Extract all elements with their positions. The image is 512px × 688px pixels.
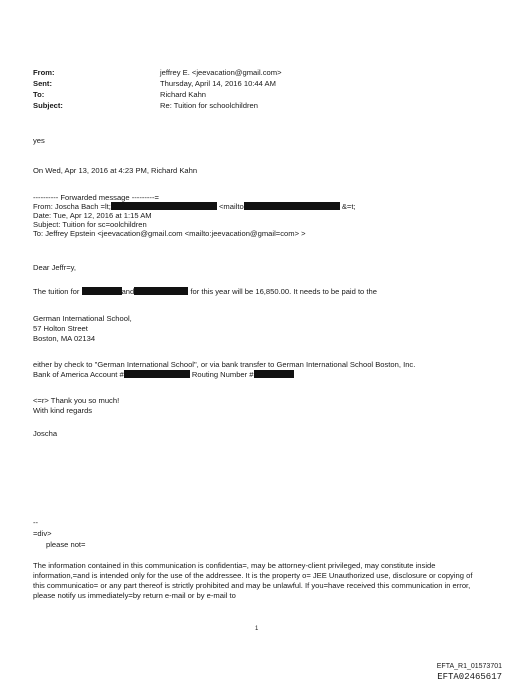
- bank-line: [33, 370, 294, 380]
- payment-line: either by check to "German International School", or via bank transfer to German International School Boston, Inc.: [33, 360, 416, 369]
- redaction-block: [244, 202, 340, 210]
- forwarded-from-mailto: <mailto: [219, 202, 244, 211]
- greeting: Dear Jeffr=y,: [33, 263, 76, 272]
- signature-dashes: --: [33, 518, 39, 527]
- school-street: 57 Holton Street: [33, 324, 88, 333]
- on-wrote-line: On Wed, Apr 13, 2016 at 4:23 PM, Richard Kahn: [33, 166, 198, 175]
- tuition-text-a: The tuition for: [33, 287, 80, 296]
- bank-account-label: Bank of America Account #: [33, 370, 124, 379]
- redaction-block: [82, 287, 122, 295]
- please-note-text: please not=: [46, 540, 86, 549]
- tuition-text-b: and: [121, 287, 135, 296]
- redaction-block: [124, 370, 190, 378]
- to-label: To:: [33, 90, 45, 99]
- sent-label: Sent:: [33, 79, 52, 88]
- bates-number-primary: EFTA_R1_01573701: [436, 663, 502, 670]
- forwarded-subject: Subject: Tuition for sc=oolchildren: [33, 220, 147, 229]
- school-name: German International School,: [33, 314, 132, 323]
- tuition-line: [33, 287, 377, 297]
- from-label: From:: [33, 68, 55, 77]
- to-value: Richard Kahn: [160, 90, 207, 99]
- tuition-text-c: for this year will be 16,850.00. It needs to be paid to the: [190, 287, 377, 296]
- subject-value: Re: Tuition for schoolchildren: [160, 101, 258, 110]
- redaction-block: [254, 370, 294, 378]
- signature: Joscha: [33, 429, 58, 438]
- bates-number-secondary: EFTA02465617: [437, 672, 502, 682]
- redaction-block: [111, 202, 217, 210]
- routing-label: Routing Number #: [191, 370, 254, 379]
- forwarded-from-suffix: &=t;: [341, 202, 356, 211]
- div-tag-text: =div>: [33, 529, 52, 538]
- forwarded-date: Date: Tue, Apr 12, 2016 at 1:15 AM: [33, 211, 152, 220]
- from-value: jeffrey E. <jeevacation@gmail.com>: [160, 68, 282, 77]
- sent-value: Thursday, April 14, 2016 10:44 AM: [160, 79, 276, 88]
- page-number: 1: [255, 626, 259, 632]
- forwarded-separator: ---------- Forwarded message ---------=: [33, 193, 159, 202]
- school-city: Boston, MA 02134: [33, 334, 96, 343]
- subject-label: Subject:: [33, 101, 63, 110]
- forwarded-to: To: Jeffrey Epstein <jeevacation@gmail.com <mailto:jeevacation@gmail=com> >: [33, 229, 306, 238]
- reply-text: yes: [33, 136, 45, 145]
- thanks-line: <=r> Thank you so much!: [33, 396, 120, 405]
- forwarded-from-prefix: From: Joscha Bach =lt;: [33, 202, 111, 211]
- redaction-block: [134, 287, 188, 295]
- regards-line: With kind regards: [33, 406, 93, 415]
- confidentiality-disclaimer: The information contained in this communication is confidentia=, may be attorney-client privileged, may constitute inside information,=and is intended only for the use of the addressee. It is the property o= JEE Unauthorized use, disclosure or copying of this communicatio= or any part thereof is strictly prohibited and may be unlawful. If you=have received this communication in error, please notify us immediately=by return e-mail or by e-mail to: [33, 561, 473, 600]
